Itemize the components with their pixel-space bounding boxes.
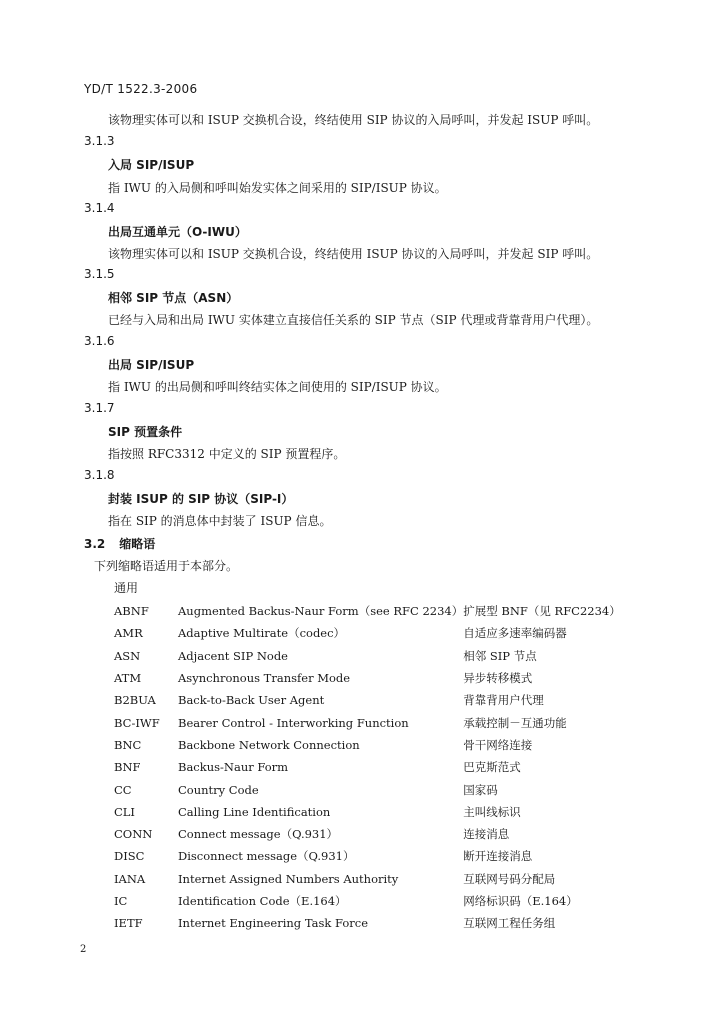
abbreviation-chinese: 异步转移模式 bbox=[463, 671, 533, 686]
abbreviation-row bbox=[114, 689, 634, 711]
abbreviation-chinese: 互联网工程任务组 bbox=[463, 916, 556, 931]
abbreviation-term: BC-IWF bbox=[114, 715, 160, 730]
abbreviation-english: Augmented Backus-Naur Form（see RFC 2234） bbox=[178, 604, 464, 619]
abbreviation-row bbox=[114, 912, 634, 934]
abbreviation-term: IANA bbox=[114, 871, 146, 886]
abbreviation-chinese: 巴克斯范式 bbox=[463, 760, 521, 775]
abbreviation-row bbox=[114, 778, 634, 800]
abbreviation-chinese: 骨干网络连接 bbox=[463, 737, 533, 752]
abbreviation-english: Disconnect message（Q.931） bbox=[178, 849, 355, 864]
abbreviation-english: Connect message（Q.931） bbox=[178, 827, 339, 842]
abbreviation-row bbox=[114, 711, 634, 733]
abbreviation-english: Back-to-Back User Agent bbox=[178, 693, 325, 708]
abbreviation-chinese: 主叫线标识 bbox=[463, 804, 521, 819]
abbreviation-chinese: 扩展型 BNF（见 RFC2234） bbox=[463, 604, 621, 619]
abbreviation-english: Adjacent SIP Node bbox=[178, 648, 288, 663]
term-3-1-6: 出局 SIP/ISUP bbox=[108, 358, 195, 372]
abbreviation-english: Country Code bbox=[178, 782, 259, 797]
section-3-2-heading bbox=[84, 535, 155, 552]
abbreviation-row bbox=[114, 801, 634, 823]
abbreviation-term: B2BUA bbox=[114, 693, 156, 708]
abbreviation-english: Identification Code（E.164） bbox=[178, 894, 347, 908]
term-3-1-7: SIP 预置条件 bbox=[108, 425, 183, 439]
definition-3-1-8: 指在 SIP 的消息体中封装了 ISUP 信息。 bbox=[108, 514, 332, 528]
abbreviation-row bbox=[114, 756, 634, 778]
abbreviation-chinese: 相邻 SIP 节点 bbox=[463, 648, 537, 663]
abbreviation-term: ATM bbox=[114, 671, 142, 686]
definition-3-1-7: 指按照 RFC3312 中定义的 SIP 预置程序。 bbox=[108, 447, 346, 461]
abbreviation-english: Internet Assigned Numbers Authority bbox=[178, 871, 399, 886]
clause-number-3-1-8: 3.1.8 bbox=[84, 468, 115, 482]
abbreviation-row bbox=[114, 667, 634, 689]
abbreviation-term: ASN bbox=[114, 648, 141, 663]
abbreviation-row bbox=[114, 734, 634, 756]
abbreviation-english: Calling Line Identification bbox=[178, 804, 331, 819]
term-3-1-5: 相邻 SIP 节点（ASN） bbox=[108, 291, 239, 305]
abbreviation-term: CLI bbox=[114, 804, 135, 819]
abbreviation-term: CONN bbox=[114, 827, 153, 842]
abbreviation-term: DISC bbox=[114, 849, 145, 864]
abbreviation-term: ABNF bbox=[114, 604, 149, 619]
abbreviation-term: AMR bbox=[114, 626, 143, 641]
abbreviation-row bbox=[114, 845, 634, 867]
section-3-2-number: 3.2 bbox=[84, 537, 106, 551]
standard-code-header: YD/T 1522.3-2006 bbox=[84, 82, 198, 96]
term-3-1-8: 封装 ISUP 的 SIP 协议（SIP-I） bbox=[108, 492, 294, 506]
clause-number-3-1-5: 3.1.5 bbox=[84, 267, 115, 281]
definition-3-1-4: 该物理实体可以和 ISUP 交换机合设，终结使用 ISUP 协议的入局呼叫，并发起 SIP 呼叫。 bbox=[108, 247, 599, 261]
term-3-1-4: 出局互通单元（O-IWU） bbox=[108, 225, 247, 239]
abbreviation-chinese: 国家码 bbox=[463, 782, 498, 797]
clause-number-3-1-3: 3.1.3 bbox=[84, 134, 115, 148]
abbreviation-term: BNF bbox=[114, 760, 141, 775]
abbreviation-english: Bearer Control - Interworking Function bbox=[178, 715, 409, 730]
paragraph-3-1-2-continuation: 该物理实体可以和 ISUP 交换机合设，终结使用 SIP 协议的入局呼叫，并发起 ISUP 呼叫。 bbox=[108, 113, 599, 127]
abbreviation-chinese: 自适应多速率编码器 bbox=[463, 626, 567, 641]
abbreviation-english: Backus-Naur Form bbox=[178, 760, 289, 775]
abbreviations-table bbox=[114, 600, 634, 934]
abbreviation-chinese: 背靠背用户代理 bbox=[463, 693, 544, 708]
abbreviation-english: Backbone Network Connection bbox=[178, 737, 360, 752]
abbreviation-row bbox=[114, 645, 634, 667]
definition-3-1-5: 已经与入局和出局 IWU 实体建立直接信任关系的 SIP 节点（SIP 代理或背靠背用户代理）。 bbox=[108, 313, 599, 327]
abbreviation-term: CC bbox=[114, 782, 132, 797]
abbreviations-subheading: 通用 bbox=[114, 581, 139, 595]
abbreviation-english: Asynchronous Transfer Mode bbox=[178, 671, 351, 686]
abbreviation-term: IETF bbox=[114, 916, 143, 931]
abbreviation-chinese: 网络标识码（E.164） bbox=[463, 894, 578, 908]
clause-number-3-1-7: 3.1.7 bbox=[84, 401, 115, 415]
abbreviation-chinese: 承载控制－互通功能 bbox=[463, 715, 567, 730]
clause-number-3-1-4: 3.1.4 bbox=[84, 201, 115, 215]
page-number: 2 bbox=[80, 944, 87, 955]
abbreviation-english: Internet Engineering Task Force bbox=[178, 916, 368, 931]
abbreviation-row bbox=[114, 890, 634, 912]
clause-number-3-1-6: 3.1.6 bbox=[84, 334, 115, 348]
abbreviation-term: IC bbox=[114, 894, 128, 908]
definition-3-1-3: 指 IWU 的入局侧和呼叫始发实体之间采用的 SIP/ISUP 协议。 bbox=[108, 181, 447, 195]
abbreviation-term: BNC bbox=[114, 737, 142, 752]
abbreviation-chinese: 连接消息 bbox=[463, 827, 510, 842]
section-3-2-title: 缩略语 bbox=[119, 537, 156, 551]
abbreviation-row bbox=[114, 823, 634, 845]
abbreviation-chinese: 互联网号码分配局 bbox=[463, 871, 556, 886]
abbreviation-row bbox=[114, 868, 634, 890]
abbreviations-intro: 下列缩略语适用于本部分。 bbox=[94, 559, 239, 573]
abbreviation-english: Adaptive Multirate（codec） bbox=[178, 626, 346, 641]
abbreviation-chinese: 断开连接消息 bbox=[463, 849, 533, 864]
definition-3-1-6: 指 IWU 的出局侧和呼叫终结实体之间使用的 SIP/ISUP 协议。 bbox=[108, 380, 447, 394]
abbreviation-row bbox=[114, 622, 634, 644]
abbreviation-row bbox=[114, 600, 634, 622]
term-3-1-3: 入局 SIP/ISUP bbox=[108, 158, 195, 172]
